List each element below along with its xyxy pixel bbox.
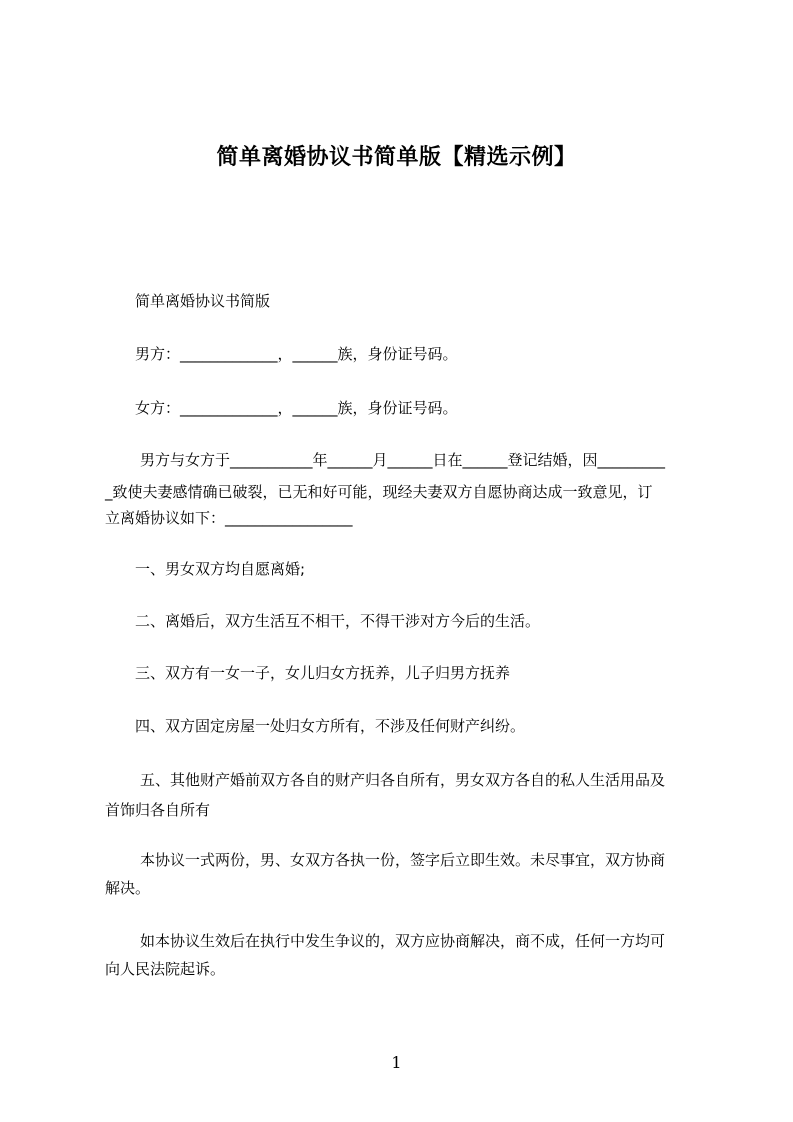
dispute-line-2: 向人民法院起诉。	[105, 960, 226, 978]
subtitle: 简单离婚协议书简版	[135, 292, 271, 310]
clause-2: 二、离婚后，双方生活互不相干，不得干涉对方今后的生活。	[135, 612, 541, 630]
copies-line-1: 本协议一式两份，男、女双方各执一份，签字后立即生效。未尽事宜，双方协商	[140, 851, 666, 869]
clause-5-line-2: 首饰归各自所有	[105, 801, 211, 819]
intro-line-3: 立离婚协议如下：_________________	[105, 509, 353, 527]
clause-5-line-1: 五、其他财产婚前双方各自的财产归各自所有，男女双方各自的私人生活用品及	[140, 771, 666, 789]
dispute-line-1: 如本协议生效后在执行中发生争议的，双方应协商解决，商不成，任何一方均可	[140, 932, 666, 950]
intro-line-1: 男方与女方于___________年______月______日在______登记结婚，因_________	[140, 451, 666, 469]
document-title: 简单离婚协议书简单版【精选示例】	[216, 145, 577, 170]
copies-line-2: 解决。	[105, 879, 151, 897]
female-party-line: 女方：_____________，______族，身份证号码。	[135, 399, 458, 417]
male-party-line: 男方：_____________，______族，身份证号码。	[135, 345, 458, 363]
clause-3: 三、双方有一女一子，女儿归女方抚养，儿子归男方抚养	[135, 664, 511, 682]
intro-line-2: _致使夫妻感情确已破裂，已无和好可能，现经夫妻双方自愿协商达成一致意见，订	[105, 483, 653, 501]
clause-4: 四、双方固定房屋一处归女方所有，不涉及任何财产纠纷。	[135, 717, 526, 735]
page-number: 1	[391, 1053, 402, 1072]
clause-1: 一、男女双方均自愿离婚;	[135, 560, 306, 578]
